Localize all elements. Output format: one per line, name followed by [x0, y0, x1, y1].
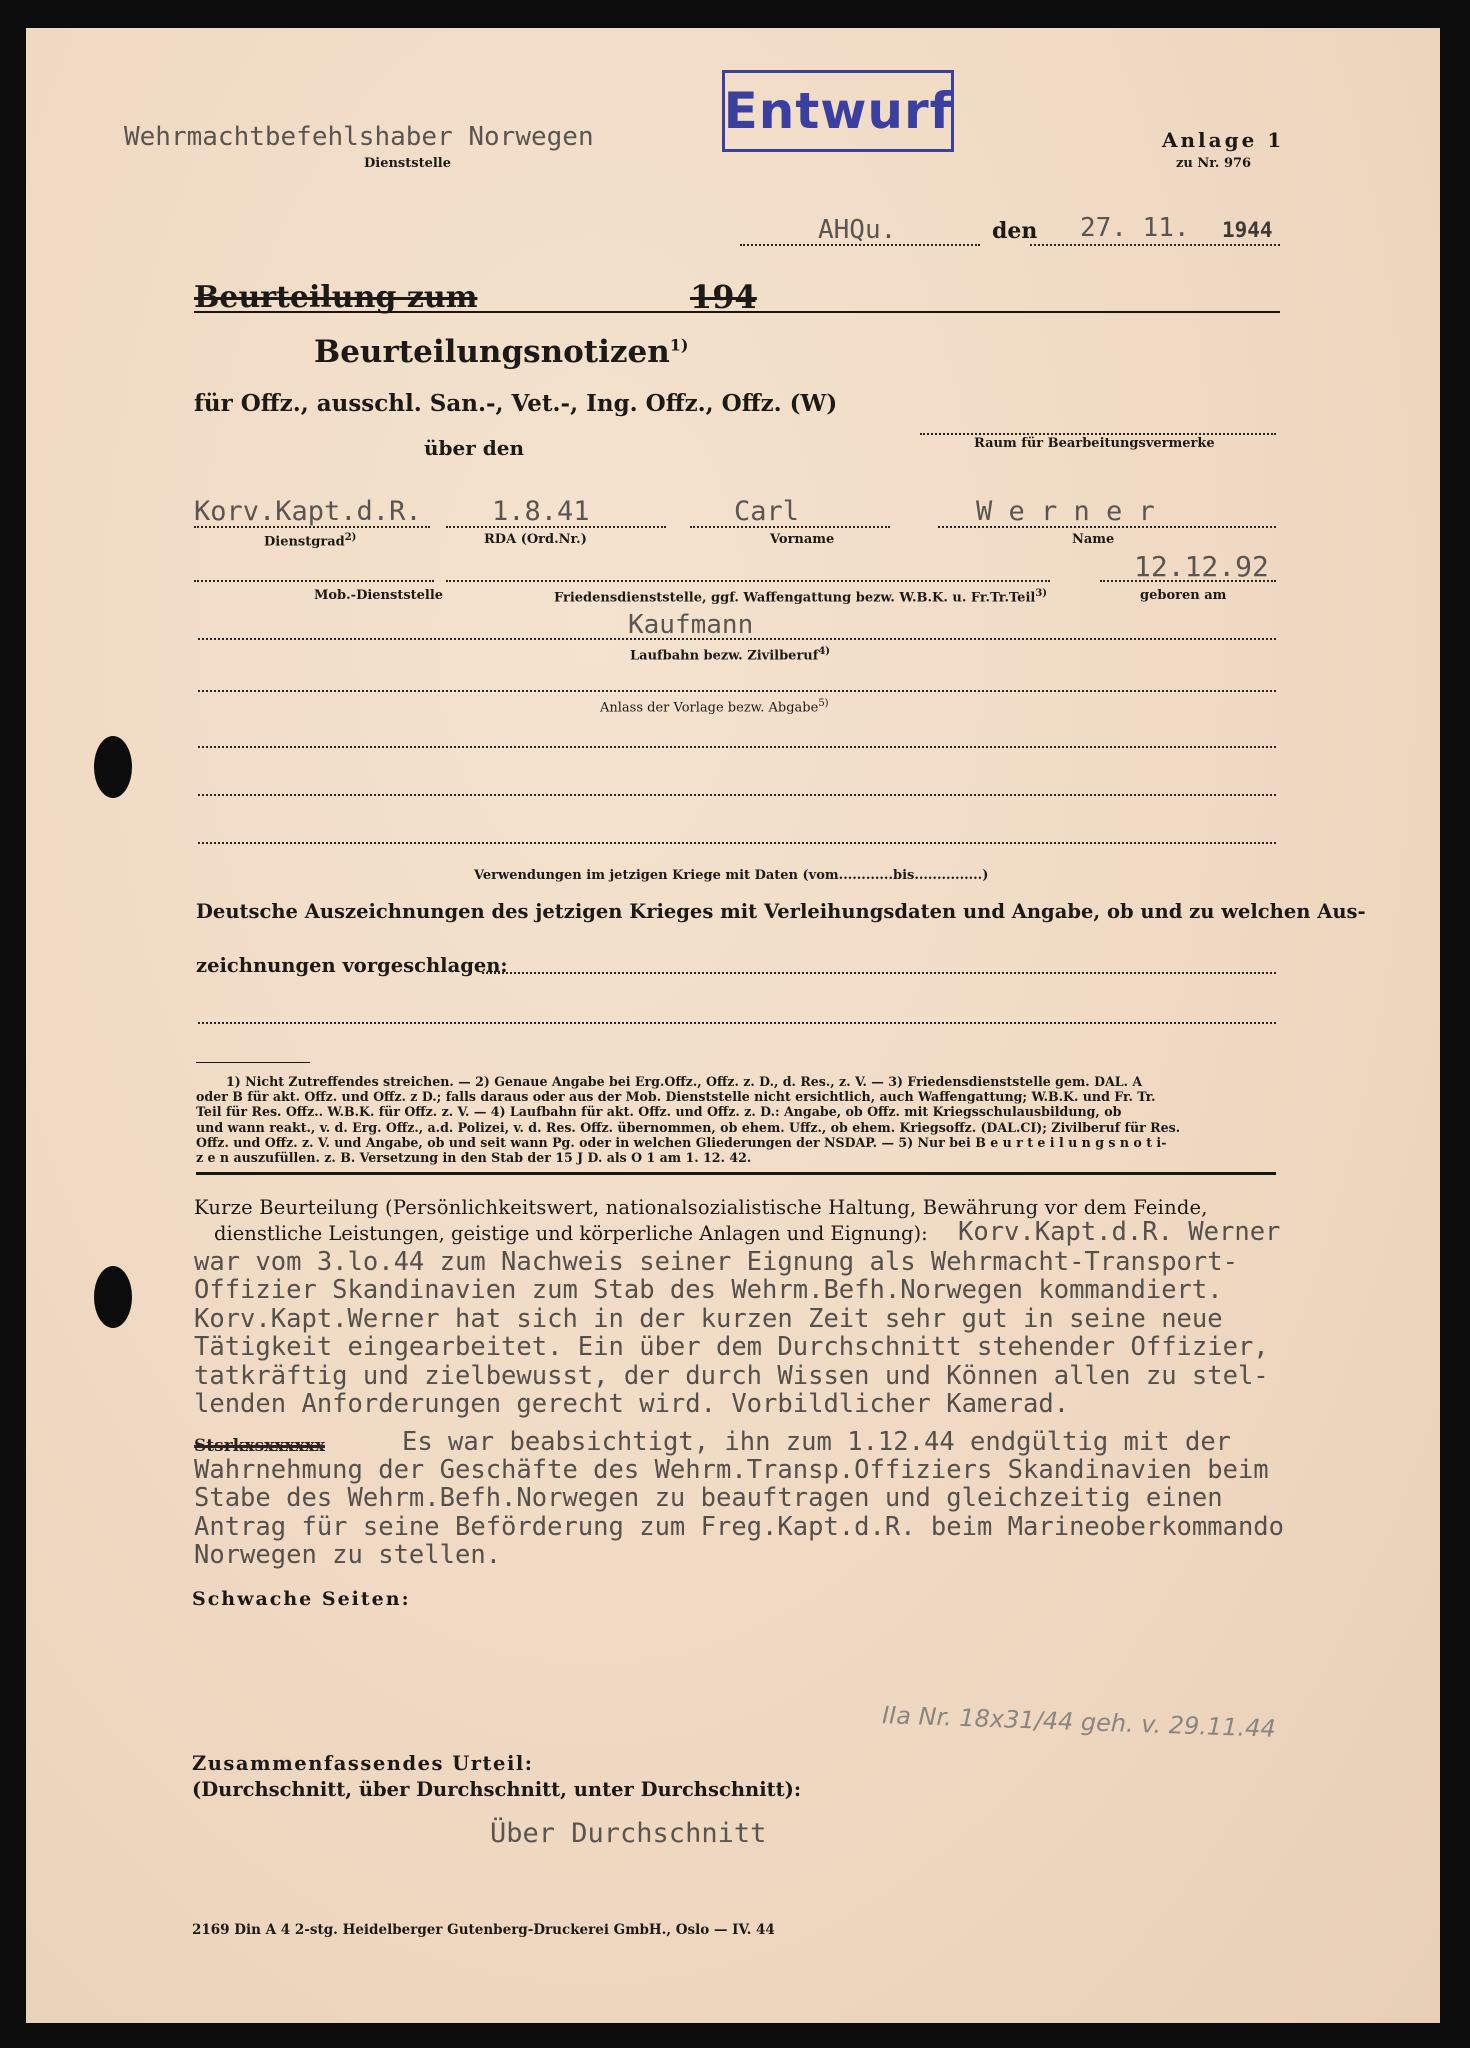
struck-title-right: 194	[690, 278, 757, 316]
punch-hole-bottom	[94, 1266, 132, 1328]
date-prefix: den	[992, 218, 1038, 244]
assessment-text-2-first: Es war beabsichtigt, ihn zum 1.12.44 endgültig mit der	[402, 1427, 1232, 1457]
first-name-label: Vorname	[770, 532, 835, 547]
footnote-line: oder B für akt. Offz. und Offz. z D.; falls daraus oder aus der Mob. Dienststelle nicht ersichtlich, auch Waffengattung; W.B.K. und Fr. Tr.	[196, 1089, 1156, 1105]
assessment-text-line: Stabe des Wehrm.Befh.Norwegen zu beauftragen und gleichzeitig einen	[194, 1483, 1223, 1514]
authority-name: Wehrmachtbefehlshaber Norwegen	[124, 122, 594, 152]
footnote-line: z e n auszufüllen. z. B. Versetzung in den Stab der 15 J D. als O 1 am 1. 12. 42.	[196, 1150, 752, 1166]
assessment-text-line: lenden Anforderungen gerecht wird. Vorbildlicher Kamerad.	[194, 1389, 1070, 1420]
rank-label	[264, 532, 356, 549]
usage-label: Verwendungen im jetzigen Kriege mit Daten (vom............bis...............)	[474, 868, 989, 883]
print-line: 2169 Din A 4 2-stg. Heidelberger Gutenberg-Druckerei GmbH., Oslo — IV. 44	[192, 1922, 775, 1938]
occasion-label-footnote: 5)	[818, 698, 829, 709]
rank-label-text: Dienstgrad	[264, 534, 345, 550]
rank-value: Korv.Kapt.d.R.	[194, 496, 422, 527]
footnote-line: Teil für Res. Offz.. W.B.K. für Offz. z. V. — 4) Laufbahn für akt. Offz. und Offz. z. D.: Angabe, ob Offz. mit Kriegsschulausbildung, ob	[196, 1104, 1122, 1120]
born-value: 12.12.92	[1134, 550, 1269, 583]
place-value: AHQu.	[818, 215, 897, 245]
career-label-footnote: 4)	[818, 646, 831, 657]
assessment-text	[194, 1248, 1269, 1418]
assessment-text-line: Tätigkeit eingearbeitet. Ein über dem Durchschnitt stehender Offizier,	[194, 1332, 1269, 1363]
summary-label-1: Zusammenfassendes Urteil:	[192, 1752, 534, 1775]
summary-value: Über Durchschnitt	[490, 1818, 767, 1849]
summary-label-2: (Durchschnitt, über Durchschnitt, unter Durchschnitt):	[192, 1778, 802, 1801]
authority-label: Dienststelle	[364, 156, 452, 171]
main-title-footnote: 1)	[669, 335, 689, 355]
rda-value: 1.8.41	[492, 496, 590, 527]
date-value: 27. 11.	[1080, 213, 1190, 243]
punch-hole-top	[94, 736, 132, 798]
peace-label	[554, 588, 1047, 605]
last-name-label: Name	[1072, 532, 1115, 547]
assessment-label-1: Kurze Beurteilung (Persönlichkeitswert, nationalsozialistische Haltung, Bewährung vor dem Feinde,	[194, 1196, 1208, 1219]
pencil-note: IIa Nr. 18x31/44 geh. v. 29.11.44	[881, 1701, 1277, 1743]
rda-label: RDA (Ord.Nr.)	[484, 532, 587, 547]
entwurf-stamp: Entwurf	[722, 70, 954, 152]
assessment-text-line: Offizier Skandinavien zum Stab des Wehrm.Befh.Norwegen kommandiert.	[194, 1275, 1223, 1306]
career-value: Kaufmann	[628, 610, 754, 640]
footnote-line: 1) Nicht Zutreffendes streichen. — 2) Genaue Angabe bei Erg.Offz., Offz. z. D., d. Res., z. V. — 3) Friedensdienststelle gem. DAL. A	[226, 1074, 1143, 1089]
assessment-label-2: dienstliche Leistungen, geistige und körperliche Anlagen und Eignung):	[214, 1222, 928, 1245]
main-title-text: Beurteilungsnotizen	[314, 334, 670, 370]
weaknesses-label: Schwache Seiten:	[192, 1588, 411, 1610]
annex-reference: zu Nr. 976	[1176, 156, 1252, 171]
rank-label-footnote: 2)	[344, 532, 357, 543]
struck-title-left: Beurteilung zum	[194, 280, 478, 315]
awards-line-1: Deutsche Auszeichnungen des jetzigen Krieges mit Verleihungsdaten und Angabe, ob und zu welchen Aus-	[196, 900, 1366, 923]
assessment-text-2	[194, 1456, 1284, 1570]
assessment-text-line: Norwegen zu stellen.	[194, 1540, 502, 1571]
main-title	[314, 334, 688, 370]
career-label	[630, 646, 830, 663]
year-value: 1944	[1222, 218, 1273, 242]
assessment-text-line: war vom 3.lo.44 zum Nachweis seiner Eignung als Wehrmacht-Transport-	[194, 1247, 1238, 1277]
first-name-value: Carl	[734, 496, 800, 527]
occasion-label	[600, 698, 829, 715]
occasion-label-text: Anlass der Vorlage bezw. Abgabe	[600, 700, 819, 716]
assessment-text-line: tatkräftig und zielbewusst, der durch Wissen und Können allen zu stel-	[194, 1360, 1269, 1391]
footnote-line: und wann reakt., v. d. Erg. Offz., a.d. Polizei, v. d. Res. Offz. übernommen, ob ehem. Uffz., ob ehem. Kriegsoffz. (DAL.CI); Zivilberuf für Res.	[196, 1119, 1181, 1135]
peace-label-footnote: 3)	[1035, 588, 1048, 599]
struck-word: Stsrkxsxxxxxx	[194, 1436, 325, 1456]
career-label-text: Laufbahn bezw. Zivilberuf	[630, 648, 819, 664]
raum-label: Raum für Bearbeitungsvermerke	[974, 436, 1215, 451]
annex-label: Anlage 1	[1162, 128, 1285, 152]
awards-line-2: zeichnungen vorgeschlagen:	[196, 954, 508, 977]
assessment-text-line: Wahrnehmung der Geschäfte des Wehrm.Transp.Offiziers Skandinavien beim	[194, 1455, 1269, 1485]
footnote-line: Offz. und Offz. z. V. und Angabe, ob und seit wann Pg. oder in welchen Gliederungen der NSDAP. — 5) Nur bei B e u r t e i l u n g s n o t i-	[196, 1134, 1167, 1150]
assessment-text-line: Korv.Kapt.Werner hat sich in der kurzen Zeit sehr gut in seine neue	[194, 1303, 1223, 1334]
assessment-text-line: Antrag für seine Beförderung zum Freg.Kapt.d.R. beim Marineoberkommando	[194, 1511, 1285, 1542]
subtitle: für Offz., ausschl. San.-, Vet.-, Ing. Offz., Offz. (W)	[194, 390, 838, 417]
ueber-den: über den	[424, 436, 524, 460]
footnotes	[196, 1074, 1180, 1165]
peace-label-text: Friedensdienststelle, ggf. Waffengattung bezw. W.B.K. u. Fr.Tr.Teil	[554, 590, 1036, 606]
mob-label: Mob.-Dienststelle	[314, 588, 444, 603]
born-label: geboren am	[1140, 588, 1227, 603]
last-name-value: W e r n e r	[976, 496, 1155, 527]
assessment-text-line-1-end: Korv.Kapt.d.R. Werner	[958, 1217, 1281, 1247]
